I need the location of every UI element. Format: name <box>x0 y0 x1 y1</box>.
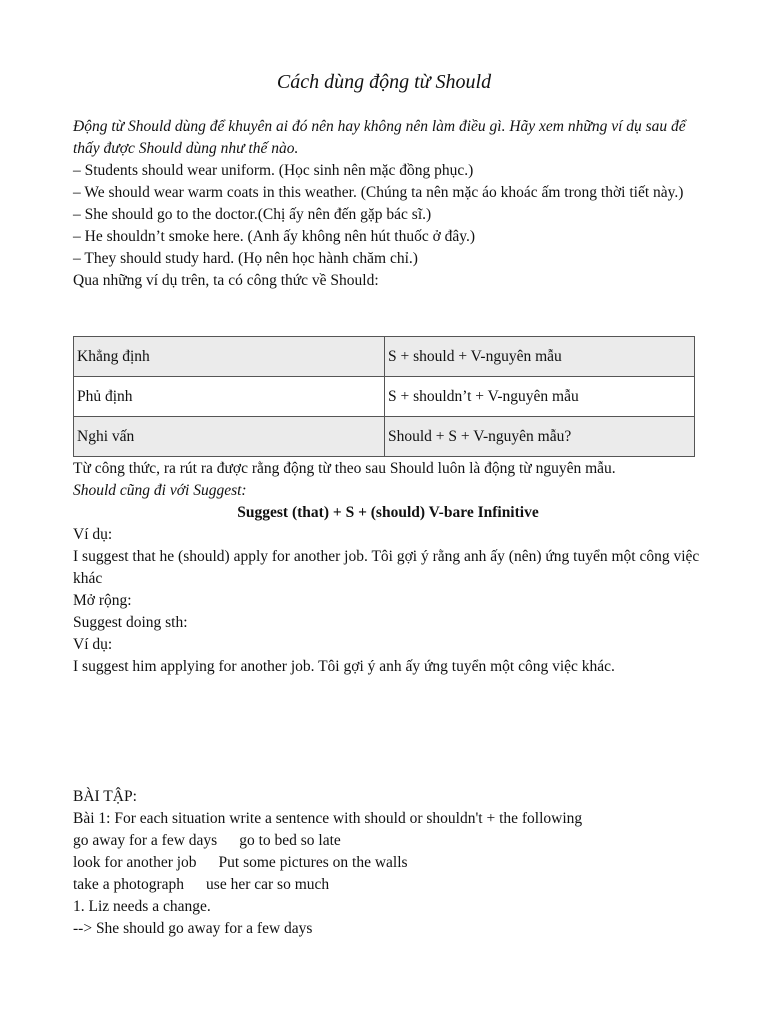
example-sentence: I suggest him applying for another job. Tôi gợi ý anh ấy ứng tuyển một công việc khác. <box>73 658 615 675</box>
table-cell-label: Phủ định <box>74 377 385 417</box>
formula-table <box>73 336 695 457</box>
example-label: Ví dụ: <box>73 636 113 653</box>
formula-lead: Qua những ví dụ trên, ta có công thức về Should: <box>73 272 379 289</box>
option-item: Put some pictures on the walls <box>218 854 408 871</box>
table-cell-label: Nghi vấn <box>74 417 385 457</box>
table-row <box>74 417 695 457</box>
option-item: look for another job <box>73 854 197 871</box>
answer-line: --> She should go away for a few days <box>73 920 313 937</box>
exercise-heading: BÀI TẬP: <box>73 788 137 805</box>
option-item: go to bed so late <box>239 832 341 849</box>
example-line: – He shouldn’t smoke here. (Anh ấy không nên hút thuốc ở đây.) <box>73 228 476 245</box>
exercise-instruction: Bài 1: For each situation write a sentence with should or shouldn't + the following <box>73 810 583 827</box>
example-line: – We should wear warm coats in this weather. (Chúng ta nên mặc áo khoác ấm trong thời tiết này.) <box>73 184 684 201</box>
suggest-heading: Should cũng đi với Suggest: <box>73 482 247 499</box>
example-line: – Students should wear uniform. (Học sinh nên mặc đồng phục.) <box>73 162 474 179</box>
example-line: – She should go to the doctor.(Chị ấy nên đến gặp bác sĩ.) <box>73 206 432 223</box>
question-line: 1. Liz needs a change. <box>73 898 211 915</box>
option-item: go away for a few days <box>73 832 218 849</box>
option-line <box>73 830 703 852</box>
intro-paragraph: Động từ Should dùng để khuyên ai đó nên hay không nên làm điều gì. Hãy xem những ví dụ sau để thấy được Should dùng như thế nào. <box>73 118 686 157</box>
table-cell-formula: S + shouldn’t + V-nguyên mẫu <box>385 377 695 417</box>
intro-section <box>73 116 703 292</box>
table-cell-label: Khẳng định <box>74 337 385 377</box>
example-sentence: I suggest that he (should) apply for another job. Tôi gợi ý rằng anh ấy (nên) ứng tuyển một công việc khác <box>73 548 700 587</box>
extension-label: Mở rộng: <box>73 592 132 609</box>
example-label: Ví dụ: <box>73 526 113 543</box>
suggest-formula: Suggest (that) + S + (should) V-bare Infinitive <box>237 504 539 521</box>
option-line <box>73 852 703 874</box>
example-line: – They should study hard. (Họ nên học hành chăm chỉ.) <box>73 250 418 267</box>
page-title: Cách dùng động từ Should <box>276 71 492 93</box>
option-item: use her car so much <box>206 876 330 893</box>
table-row <box>74 337 695 377</box>
option-item: take a photograph <box>73 876 185 893</box>
extension-formula: Suggest doing sth: <box>73 614 188 631</box>
table-cell-formula: Should + S + V-nguyên mẫu? <box>385 417 695 457</box>
exercise-section <box>73 786 703 940</box>
option-line <box>73 874 703 896</box>
table-cell-formula: S + should + V-nguyên mẫu <box>385 337 695 377</box>
conclusion-paragraph: Từ công thức, ra rút ra được rằng động từ theo sau Should luôn là động từ nguyên mẫu. <box>73 460 616 477</box>
table-row <box>74 377 695 417</box>
suggest-section <box>73 458 703 678</box>
